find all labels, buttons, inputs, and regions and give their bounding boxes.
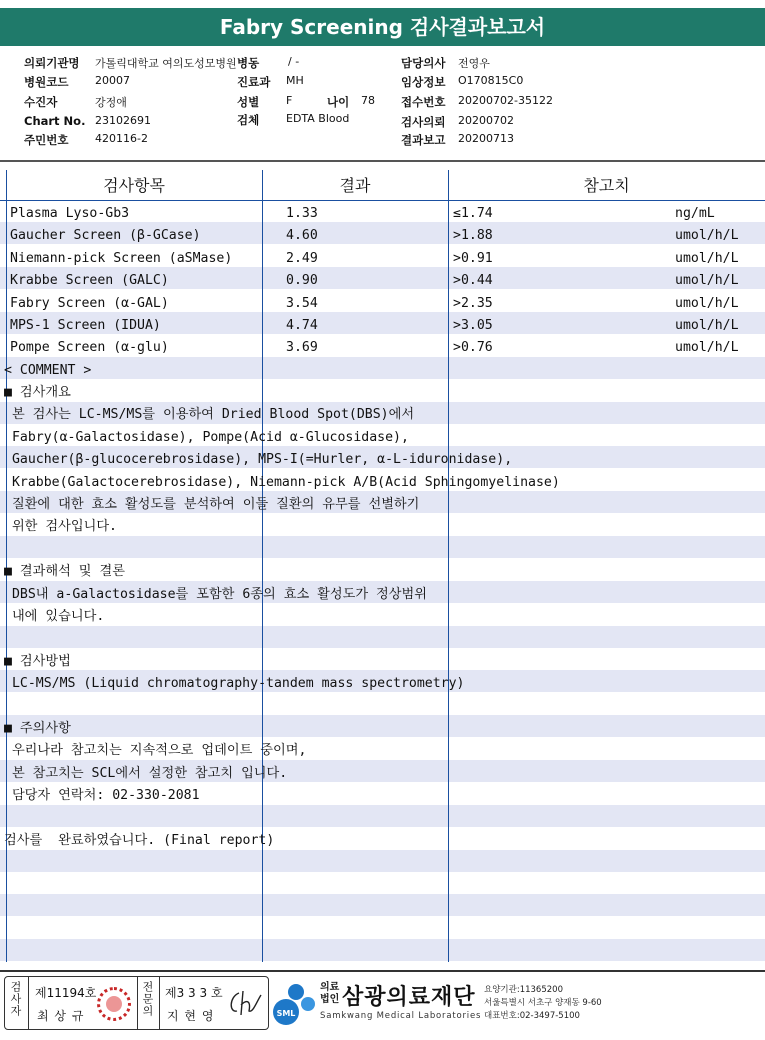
header-reference: 참고치 xyxy=(583,176,630,195)
resident-label: 주민번호 xyxy=(24,133,69,147)
request-label: 검사의뢰 xyxy=(401,115,446,129)
comment-line: 담당자 연락처: 02-330-2081 xyxy=(4,788,200,804)
sex-value: F xyxy=(286,94,293,107)
institution-value: 가톨릭대학교 여의도성모병원 xyxy=(95,57,237,70)
row-stripe xyxy=(0,894,765,916)
report-title: Fabry Screening 검사결과보고서 xyxy=(0,8,765,46)
row-stripe xyxy=(0,357,765,379)
age-label: 나이 xyxy=(327,95,350,109)
examiner-role: 검사자 xyxy=(9,981,22,1017)
test-item: Gaucher Screen (β-GCase) xyxy=(10,228,201,244)
test-result: 0.90 xyxy=(286,273,318,289)
clinical-info-label: 임상정보 xyxy=(401,75,446,89)
unit: umol/h/L xyxy=(675,318,739,333)
test-result: 1.33 xyxy=(286,206,318,221)
comment-line: DBS내 a-Galactosidase를 포함한 6종의 효소 활성도가 정상범위 xyxy=(4,586,427,602)
header-result: 결과 xyxy=(339,176,371,195)
examiner-no: 제11194호 xyxy=(35,986,97,1000)
unit: umol/h/L xyxy=(675,273,739,289)
comment-line: ■ 검사방법 xyxy=(4,653,71,669)
doctor-label: 담당의사 xyxy=(401,56,446,70)
test-result: 3.69 xyxy=(286,340,318,356)
dept-value: MH xyxy=(286,74,304,87)
sml-logo-text: SML xyxy=(276,1009,296,1018)
comment-line: 본 참고치는 SCL에서 설정한 참고치 입니다. xyxy=(4,765,288,781)
sml-logo-icon xyxy=(272,980,318,1026)
org-phone: 대표번호:02-3497-5100 xyxy=(484,1011,580,1021)
unit: ng/mL xyxy=(675,206,715,221)
specimen-label: 검체 xyxy=(237,113,260,127)
test-item: Fabry Screen (α-GAL) xyxy=(10,295,169,311)
reference-range: >1.88 xyxy=(453,228,493,244)
grid-line-ref xyxy=(448,170,449,962)
sign-divider-1 xyxy=(28,977,29,1029)
test-result: 3.54 xyxy=(286,295,318,311)
test-result: 4.60 xyxy=(286,228,318,244)
comment-line: Krabbe(Galactocerebrosidase), Niemann-pick A/B(Acid Sphingomyelinase) xyxy=(4,474,560,490)
reference-range: >0.76 xyxy=(453,340,493,356)
age-value: 78 xyxy=(361,94,375,107)
comment-line: Gaucher(β-glucocerebrosidase), MPS-I(=Hurler, α-L-iduronidase), xyxy=(4,452,513,468)
specimen-value: EDTA Blood xyxy=(286,112,350,125)
test-item: MPS-1 Screen (IDUA) xyxy=(10,318,161,333)
reference-range: >0.91 xyxy=(453,250,493,266)
reference-range: >2.35 xyxy=(453,295,493,311)
row-stripe xyxy=(0,536,765,558)
clinical-info-value: O170815C0 xyxy=(458,74,524,87)
examiner-name: 최 상 규 xyxy=(37,1009,85,1023)
patient-value: 강정애 xyxy=(95,96,127,109)
reference-range: >3.05 xyxy=(453,318,493,333)
comment-line: 내에 있습니다. xyxy=(4,609,105,624)
test-item: Plasma Lyso-Gb3 xyxy=(10,206,130,221)
resident-value: 420116-2 xyxy=(95,132,148,145)
header-test-item: 검사항목 xyxy=(103,176,165,195)
chart-value: 23102691 xyxy=(95,114,151,127)
unit: umol/h/L xyxy=(675,250,739,266)
org-address: 서울특별시 서초구 양재동 9-60 xyxy=(484,998,602,1008)
specialist-name: 지 현 영 xyxy=(167,1009,215,1023)
comment-line: 검사를 완료하였습니다. (Final report) xyxy=(4,833,275,848)
comment-line: Fabry(α-Galactosidase), Pompe(Acid α-Glucosidase), xyxy=(4,429,409,445)
org-code: 요양기관:11365200 xyxy=(484,985,563,995)
test-item: Niemann-pick Screen (aSMase) xyxy=(10,250,233,266)
chart-label: Chart No. xyxy=(24,114,86,128)
sign-divider-3 xyxy=(159,977,160,1029)
sign-divider-2 xyxy=(137,977,138,1029)
comment-line: LC-MS/MS (Liquid chromatography-tandem mass spectrometry) xyxy=(4,676,465,692)
request-value: 20200702 xyxy=(458,114,514,127)
comment-line: 본 검사는 LC-MS/MS를 이용하여 Dried Blood Spot(DBS)에서 xyxy=(4,407,415,423)
reference-range: >0.44 xyxy=(453,273,493,289)
sex-label: 성별 xyxy=(237,95,260,109)
report-date-label: 결과보고 xyxy=(401,133,446,147)
footer-divider xyxy=(0,970,765,972)
comment-line: 질환에 대한 효소 활성도를 분석하여 이들 질환의 유무를 선별하기 xyxy=(4,497,420,512)
comment-line: ■ 주의사항 xyxy=(4,721,71,736)
comment-line: ■ 검사개요 xyxy=(4,385,71,400)
row-stripe xyxy=(0,626,765,648)
comment-line: ■ 결과해석 및 결론 xyxy=(4,564,125,580)
examiner-seal xyxy=(97,987,131,1021)
comment-label: < COMMENT > xyxy=(4,363,92,378)
doctor-value: 전영우 xyxy=(458,57,490,70)
specialist-role: 전문의 xyxy=(141,981,154,1017)
hospital-code-label: 병원코드 xyxy=(24,75,69,89)
signature-box xyxy=(4,976,269,1030)
unit: umol/h/L xyxy=(675,295,739,311)
row-stripe xyxy=(0,715,765,737)
org-prefix-1: 의료 xyxy=(320,982,340,993)
test-item: Krabbe Screen (GALC) xyxy=(10,273,169,289)
test-result: 2.49 xyxy=(286,250,318,266)
org-prefix-2: 법인 xyxy=(320,994,340,1005)
report-date-value: 20200713 xyxy=(458,132,514,145)
dept-label: 진료과 xyxy=(237,75,271,89)
org-logo xyxy=(272,976,752,1036)
comment-line: 우리나라 참고치는 지속적으로 업데이트 중이며, xyxy=(4,743,307,759)
unit: umol/h/L xyxy=(675,340,739,356)
test-result: 4.74 xyxy=(286,318,318,333)
org-english-name: Samkwang Medical Laboratories xyxy=(320,1011,482,1021)
row-stripe xyxy=(0,939,765,961)
ward-label: 병동 xyxy=(237,56,260,70)
signature-icon xyxy=(225,987,265,1021)
test-item: Pompe Screen (α-glu) xyxy=(10,340,169,356)
patient-label: 수진자 xyxy=(24,95,58,109)
comment-line: 위한 검사입니다. xyxy=(4,519,117,535)
meta-divider xyxy=(0,160,765,162)
row-stripe xyxy=(0,805,765,827)
reference-range: ≤1.74 xyxy=(453,206,493,221)
specialist-no: 제3 3 3 호 xyxy=(165,986,223,1000)
hospital-code-value: 20007 xyxy=(95,74,130,87)
org-info xyxy=(484,984,602,1023)
unit: umol/h/L xyxy=(675,228,739,244)
receipt-value: 20200702-35122 xyxy=(458,94,553,107)
receipt-label: 접수번호 xyxy=(401,95,446,109)
institution-label: 의뢰기관명 xyxy=(24,56,80,70)
report-meta xyxy=(0,52,765,152)
org-name: 삼광의료재단 xyxy=(342,985,476,1010)
report-footer xyxy=(0,970,765,1040)
ward-value: / - xyxy=(288,55,300,68)
row-stripe xyxy=(0,850,765,872)
